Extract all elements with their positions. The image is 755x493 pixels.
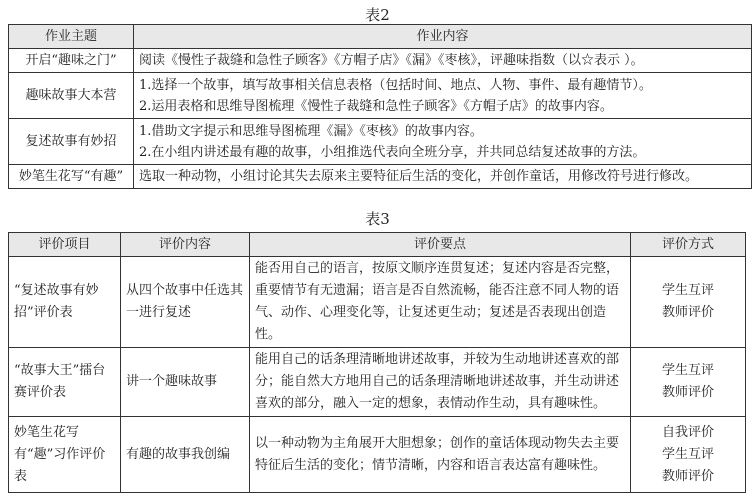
content-line: 选取一种动物，小组讨论其失去原来主要特征后生活的变化，并创作童话，用修改符号进行修改。 — [139, 169, 699, 184]
evaluation-content: 讲一个趣味故事 — [121, 348, 250, 417]
column-header: 评价要点 — [250, 233, 631, 257]
table-row — [9, 257, 746, 348]
content-line: 阅读《慢性子裁缝和急性子顾客》《方帽子店》《漏》《枣核》，评趣味指数（以☆表示 ）。 — [139, 53, 644, 68]
table-row — [9, 417, 746, 493]
homework-content — [134, 165, 752, 189]
evaluation-content: 从四个故事中任选其一进行复述 — [121, 257, 250, 348]
evaluation-methods — [631, 257, 746, 348]
column-header: 作业主题 — [9, 25, 134, 49]
homework-theme: 复述故事有妙招 — [9, 119, 134, 165]
table-row — [9, 49, 752, 73]
table-header-row — [9, 233, 746, 257]
evaluation-item: “复述故事有妙招”评价表 — [9, 257, 121, 348]
method: 学生互评 — [661, 363, 714, 378]
content-line: 2.运用表格和思维导图梳理《慢性子裁缝和急性子顾客》《方帽子店》的故事内容。 — [139, 98, 613, 114]
table-header-row — [9, 25, 752, 49]
evaluation-content: 有趣的故事我创编 — [121, 417, 250, 493]
table-row — [9, 119, 752, 165]
evaluation-points: 能否用自己的语言，按原文顺序连贯复述；复述内容是否完整，重要情节有无遗漏；语言是否自然流畅，能否注意不同人物的语气、动作、心理变化等，让复述更生动；复述是否表现出创造性。 — [250, 257, 631, 348]
homework-content — [134, 73, 752, 119]
homework-table — [8, 24, 752, 189]
content-line: 1.选择一个故事，填写故事相关信息表格（包括时间、地点、人物、事件、最有趣情节）。 — [139, 77, 652, 93]
table-row — [9, 165, 752, 189]
homework-theme: 开启“趣味之门” — [9, 49, 134, 73]
evaluation-item: 妙笔生花写有“趣”习作评价表 — [9, 417, 121, 493]
method: 教师评价 — [661, 468, 714, 484]
table-row — [9, 348, 746, 417]
column-header: 作业内容 — [134, 25, 752, 49]
method: 学生互评 — [661, 446, 714, 462]
homework-theme: 趣味故事大本营 — [9, 73, 134, 119]
table2-caption: 表2 — [365, 6, 390, 24]
evaluation-table — [8, 232, 746, 493]
column-header: 评价内容 — [121, 233, 250, 257]
evaluation-methods — [631, 417, 746, 493]
evaluation-methods — [631, 348, 746, 417]
evaluation-points: 能用自己的话条理清晰地讲述故事，并较为生动地讲述喜欢的部分；能自然大方地用自己的话条理清晰地讲述故事，并生动讲述喜欢的部分，融入一定的想象，表情动作生动，具有趣味性。 — [250, 348, 631, 417]
table3-caption: 表3 — [365, 210, 390, 228]
column-header: 评价方式 — [631, 233, 746, 257]
content-line: 2.在小组内讲述最有趣的故事，小组推选代表向全班分享，并共同总结复述故事的方法。 — [139, 144, 646, 160]
method: 学生互评 — [661, 283, 714, 298]
content-line: 1.借助文字提示和思维导图梳理《漏》《枣核》的故事内容。 — [139, 123, 483, 139]
homework-content — [134, 119, 752, 165]
method: 自我评价 — [661, 424, 714, 440]
homework-content — [134, 49, 752, 73]
method: 教师评价 — [661, 385, 714, 400]
table-row — [9, 73, 752, 119]
method: 教师评价 — [661, 305, 714, 320]
homework-theme: 妙笔生花写“有趣” — [9, 165, 134, 189]
evaluation-points: 以一种动物为主角展开大胆想象；创作的童话体现动物失去主要特征后生活的变化；情节清晰，内容和语言表达富有趣味性。 — [250, 417, 631, 493]
column-header: 评价项目 — [9, 233, 121, 257]
evaluation-item: “故事大王”擂台赛评价表 — [9, 348, 121, 417]
